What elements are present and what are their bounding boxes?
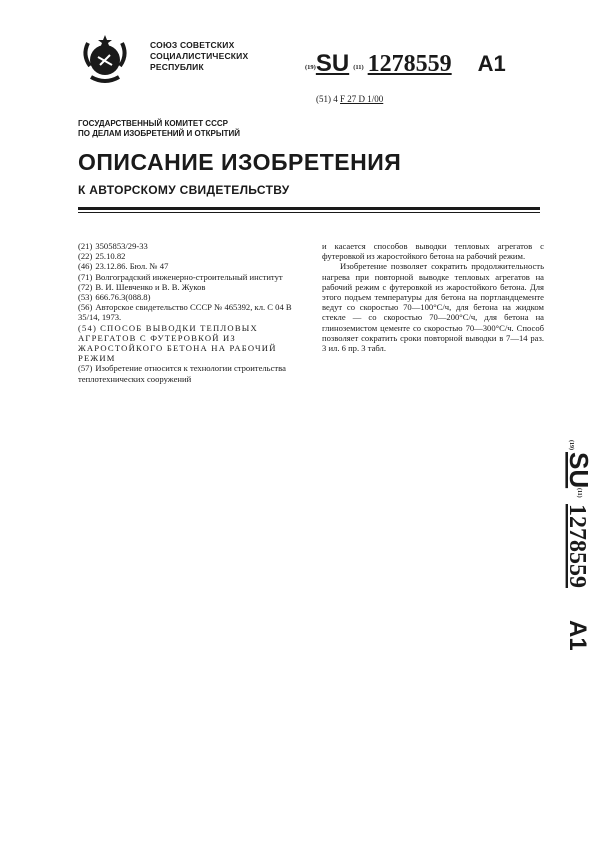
country-code: SU	[315, 50, 350, 77]
biblio-code: (57)	[78, 363, 93, 374]
side-code-11: (11)	[576, 488, 582, 498]
title-rule-thin	[78, 212, 540, 213]
biblio-text: 666.76.3(088.8)	[95, 292, 151, 303]
committee-line: ГОСУДАРСТВЕННЫЙ КОМИТЕТ СССР	[78, 119, 228, 128]
code-11: (11)	[353, 63, 364, 71]
abstract-continuation: и касается способов выводки тепловых агрегатов с футеровкой из жаростойкого бетона на рабочий режим.	[322, 241, 544, 262]
document-title: ОПИСАНИЕ ИЗОБРЕТЕНИЯ	[78, 149, 402, 175]
patent-identifier	[305, 50, 506, 78]
biblio-row	[78, 261, 310, 271]
biblio-code: (53)	[78, 292, 93, 303]
biblio-text: 23.12.86. Бюл. № 47	[95, 261, 169, 272]
country-name	[150, 40, 248, 73]
biblio-row	[78, 323, 310, 364]
biblio-row	[78, 292, 310, 302]
biblio-row	[78, 272, 310, 282]
kind-code: A1	[477, 51, 506, 76]
ussr-emblem-icon	[76, 33, 134, 91]
biblio-code: (72)	[78, 281, 93, 292]
biblio-row	[78, 241, 310, 251]
biblio-code: (54)	[78, 322, 98, 333]
biblio-row	[78, 363, 310, 383]
side-country-code: SU	[564, 452, 594, 489]
code-51: (51) 4	[316, 94, 338, 104]
country-line: РЕСПУБЛИК	[150, 62, 204, 72]
biblio-code: (46)	[78, 261, 93, 272]
biblio-code: (71)	[78, 271, 93, 282]
abstract-column	[322, 241, 544, 353]
abstract-body: Изобретение позволяет сократить продолжительность нагрева при повторной выводке тепловых агрегатов на рабочий режим с футеровкой из жаростойкого бетона. Для этого подъем температуры для бетона на портландцементе ведут со скоростью 70—100°С/ч, для бетона на жидком стекле — со скоростью 70—200°С/ч, для бетона на глиноземистом цементе со скоростью 70—300°С/ч. Способ позволяет сократить сроки повторной выводки в 7—14 раз. 3 ил. 6 пр. 3 табл.	[322, 261, 544, 354]
side-patent-identifier	[512, 438, 603, 658]
biblio-code: (21)	[78, 241, 93, 251]
country-line: СОЮЗ СОВЕТСКИХ	[150, 40, 235, 50]
side-patent-number: 1278559	[564, 504, 590, 588]
country-line: СОЦИАЛИСТИЧЕСКИХ	[150, 51, 249, 61]
committee	[78, 119, 240, 139]
code-19: (19)	[305, 63, 316, 71]
biblio-row	[78, 251, 310, 261]
ipc-classification	[316, 94, 383, 104]
biblio-text: 25.10.82	[95, 251, 126, 262]
biblio-code: (56)	[78, 302, 93, 313]
side-kind-code: A1	[564, 620, 591, 651]
biblio-code: (22)	[78, 251, 93, 262]
biblio-text: Авторское свидетельство СССР № 465392, кл. С 04 В 35/14, 1973.	[78, 302, 292, 323]
biblio-text: Волгоградский инженерно-строительный институт	[95, 271, 283, 282]
abstract-start: Изобретение относится к технологии строительства теплотехнических сооружений	[78, 363, 286, 384]
ipc-value: F 27 D 1/00	[340, 94, 384, 104]
bibliographic-data	[78, 241, 310, 384]
biblio-row	[78, 302, 310, 322]
committee-line: ПО ДЕЛАМ ИЗОБРЕТЕНИЙ И ОТКРЫТИЙ	[78, 129, 241, 138]
biblio-row	[78, 282, 310, 292]
biblio-text: 3505853/29-33	[95, 241, 148, 251]
biblio-text: В. И. Шевченко и В. В. Жуков	[95, 281, 206, 292]
side-code-19: (19)	[568, 440, 574, 450]
document-subtitle: К АВТОРСКОМУ СВИДЕТЕЛЬСТВУ	[78, 183, 290, 197]
invention-title: СПОСОБ ВЫВОДКИ ТЕПЛОВЫХ АГРЕГАТОВ С ФУТЕРОВКОЙ ИЗ ЖАРОСТОЙКОГО БЕТОНА НА РАБОЧИЙ РЕЖИМ	[78, 322, 277, 364]
title-rule	[78, 207, 540, 210]
patent-number: 1278559	[367, 51, 452, 77]
